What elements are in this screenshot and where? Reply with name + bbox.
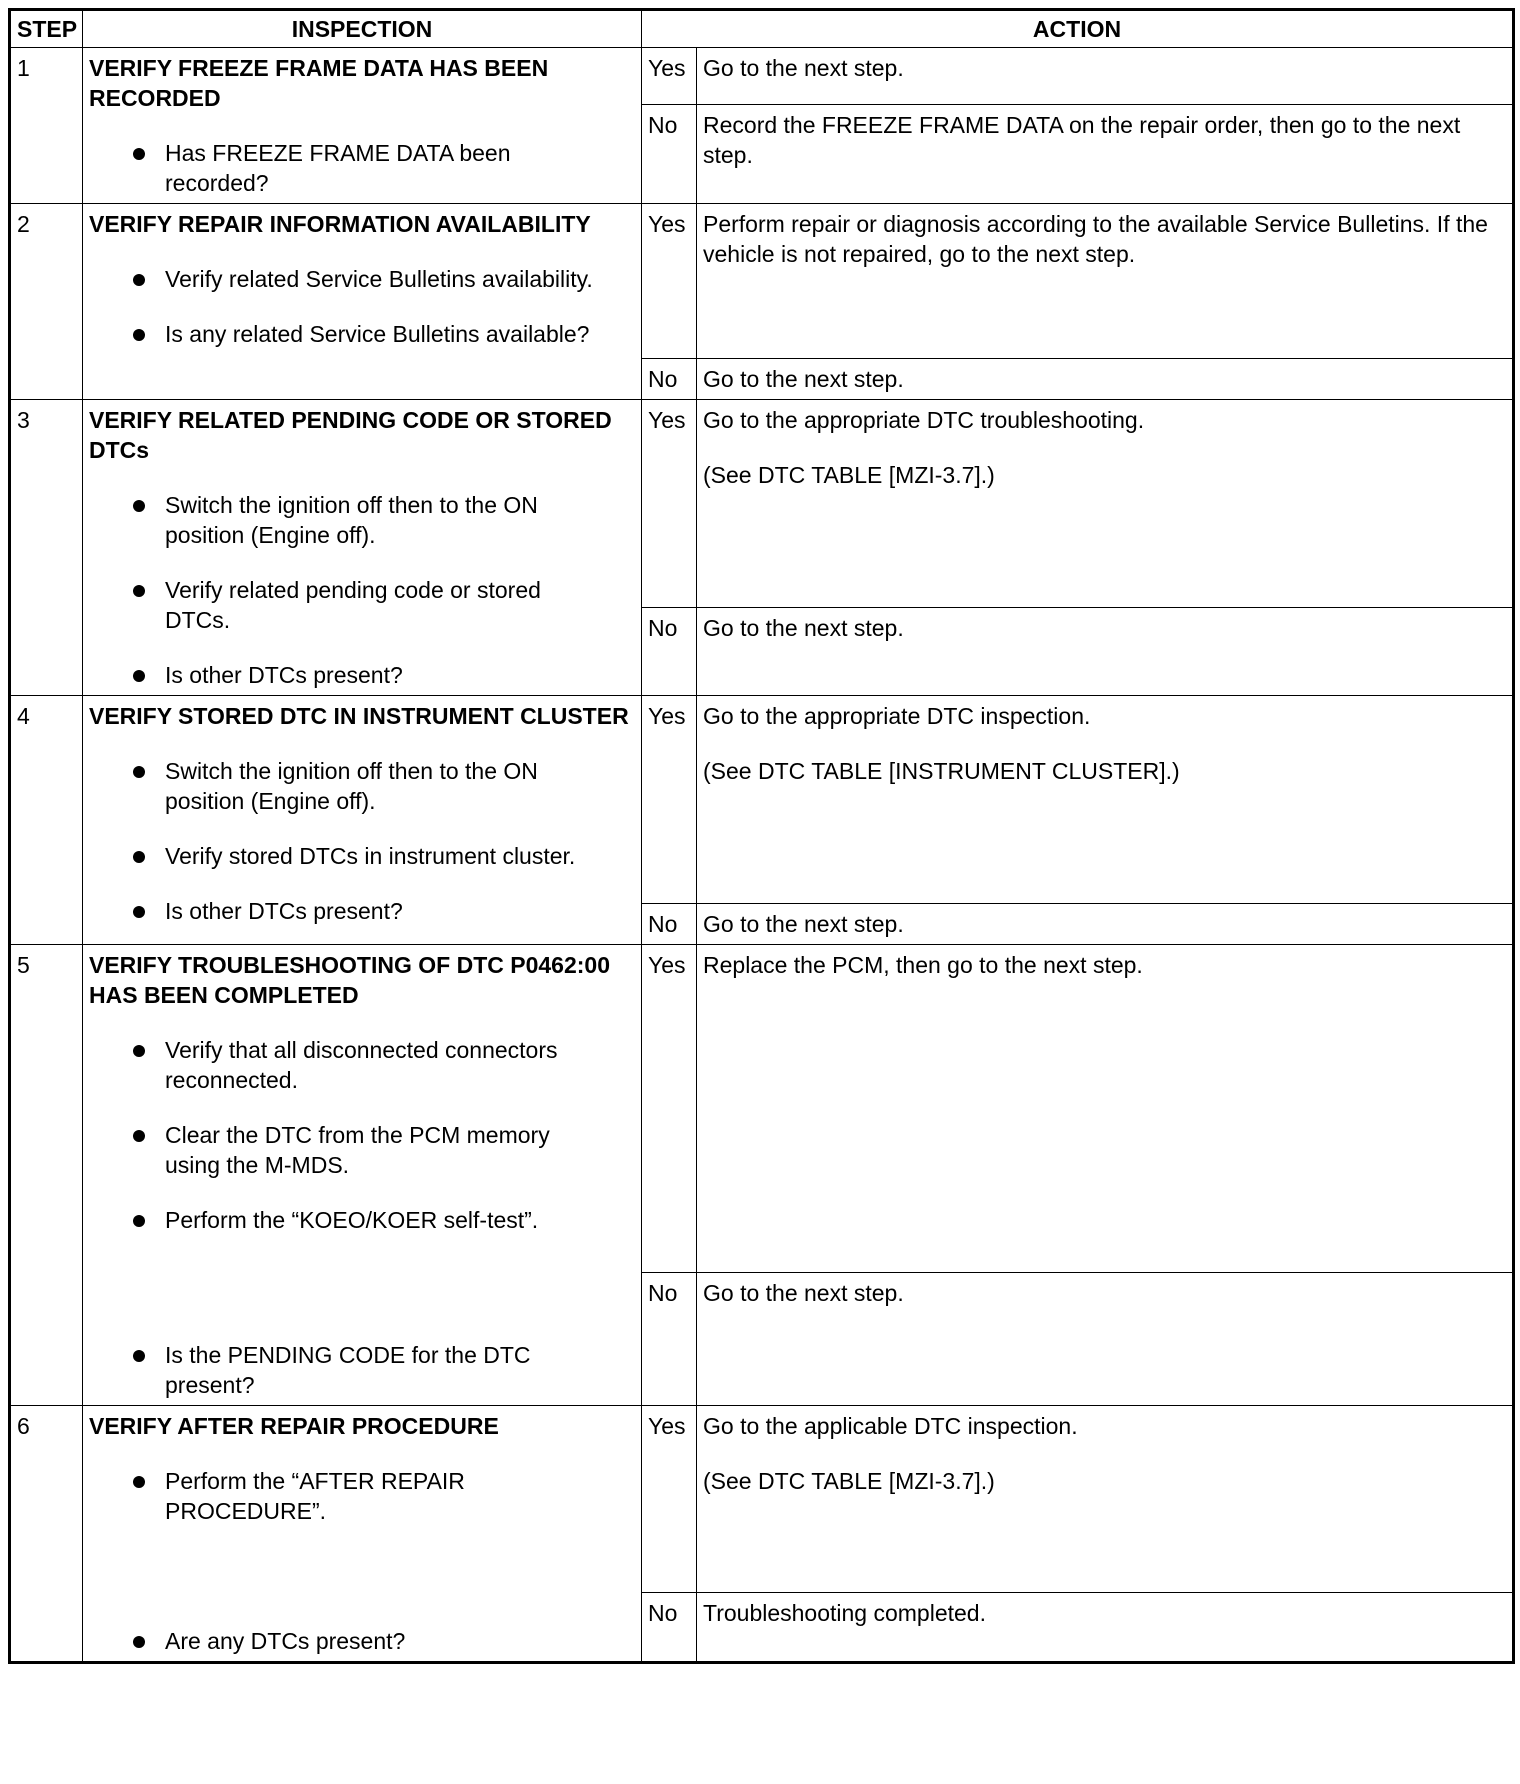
inspection-bullet: Switch the ignition off then to the ON position (Engine off). (89, 756, 635, 816)
step-number: 5 (10, 945, 83, 1406)
action-text: Go to the applicable DTC inspection. (703, 1413, 1078, 1439)
action-text: Replace the PCM, then go to the next step. (703, 952, 1143, 978)
table-row (10, 400, 1514, 608)
no-label: No (642, 105, 697, 204)
no-label: No (642, 359, 697, 400)
yes-label: Yes (642, 1406, 697, 1593)
no-label: No (642, 1273, 697, 1406)
yes-action (697, 1406, 1514, 1593)
inspection-bullet: Switch the ignition off then to the ON position (Engine off). (89, 490, 635, 550)
inspection-bullet: Is other DTCs present? (89, 896, 635, 926)
step-number: 2 (10, 204, 83, 400)
step-number: 6 (10, 1406, 83, 1663)
step-number: 1 (10, 48, 83, 204)
action-text: Perform repair or diagnosis according to the available Service Bulletins. If the vehicle is not repaired, go to the next step. (703, 211, 1488, 267)
inspection-bullet: Is other DTCs present? (89, 660, 635, 690)
inspection-bullet: Verify stored DTCs in instrument cluster. (89, 841, 635, 871)
inspection-bullet: Verify related pending code or stored DTCs. (89, 575, 635, 635)
step-1 (10, 48, 1514, 204)
table-row (10, 48, 1514, 105)
inspection-bullet: Perform the “AFTER REPAIR PROCEDURE”. (89, 1466, 635, 1526)
yes-label: Yes (642, 400, 697, 608)
step-6 (10, 1406, 1514, 1663)
table-row (10, 696, 1514, 904)
action-column-header: ACTION (642, 10, 1514, 48)
inspection-title: VERIFY RELATED PENDING CODE OR STORED DTCs (89, 407, 612, 463)
yes-label: Yes (642, 945, 697, 1273)
inspection-bullet: Perform the “KOEO/KOER self-test”. (89, 1205, 635, 1235)
yes-label: Yes (642, 696, 697, 904)
no-action (697, 1593, 1514, 1663)
inspection-title: VERIFY AFTER REPAIR PROCEDURE (89, 1413, 499, 1439)
action-text: Troubleshooting completed. (703, 1600, 986, 1626)
no-action (697, 608, 1514, 696)
step-3 (10, 400, 1514, 696)
action-text: Go to the next step. (703, 615, 904, 641)
inspection-cell (83, 1406, 642, 1663)
action-text: Record the FREEZE FRAME DATA on the repair order, then go to the next step. (703, 112, 1461, 168)
inspection-title: VERIFY STORED DTC IN INSTRUMENT CLUSTER (89, 703, 629, 729)
step-2 (10, 204, 1514, 400)
no-action (697, 904, 1514, 945)
yes-action (697, 204, 1514, 359)
inspection-title: VERIFY FREEZE FRAME DATA HAS BEEN RECORDED (89, 55, 549, 111)
inspection-bullet: Has FREEZE FRAME DATA been recorded? (89, 138, 635, 198)
step-4 (10, 696, 1514, 945)
inspection-bullet: Clear the DTC from the PCM memory using the M-MDS. (89, 1120, 635, 1180)
inspection-bullet: Verify related Service Bulletins availability. (89, 264, 635, 294)
no-label: No (642, 1593, 697, 1663)
inspection-cell (83, 48, 642, 204)
action-text: Go to the appropriate DTC inspection. (703, 703, 1091, 729)
action-reference: (See DTC TABLE [MZI-3.7].) (703, 1468, 995, 1494)
step-number: 4 (10, 696, 83, 945)
diagnostic-procedure-table (8, 8, 1515, 1664)
yes-action (697, 696, 1514, 904)
inspection-cell (83, 945, 642, 1406)
step-column-header: STEP (10, 10, 83, 48)
table-row (10, 1406, 1514, 1593)
action-text: Go to the next step. (703, 911, 904, 937)
table-row (10, 204, 1514, 359)
yes-label: Yes (642, 48, 697, 105)
inspection-cell (83, 696, 642, 945)
table-header-row (10, 10, 1514, 48)
action-text: Go to the appropriate DTC troubleshooting. (703, 407, 1145, 433)
no-action (697, 359, 1514, 400)
inspection-column-header: INSPECTION (83, 10, 642, 48)
yes-label: Yes (642, 204, 697, 359)
action-reference: (See DTC TABLE [INSTRUMENT CLUSTER].) (703, 758, 1180, 784)
no-action (697, 1273, 1514, 1406)
inspection-title: VERIFY TROUBLESHOOTING OF DTC P0462:00 HAS BEEN COMPLETED (89, 952, 611, 1008)
inspection-title: VERIFY REPAIR INFORMATION AVAILABILITY (89, 211, 591, 237)
action-text: Go to the next step. (703, 366, 904, 392)
inspection-bullet: Verify that all disconnected connectors reconnected. (89, 1035, 635, 1095)
action-text: Go to the next step. (703, 55, 904, 81)
yes-action (697, 400, 1514, 608)
yes-action (697, 48, 1514, 105)
inspection-cell (83, 204, 642, 400)
table-row (10, 945, 1514, 1273)
inspection-bullet: Are any DTCs present? (89, 1626, 635, 1656)
no-action (697, 105, 1514, 204)
inspection-bullet: Is any related Service Bulletins available? (89, 319, 635, 349)
inspection-cell (83, 400, 642, 696)
inspection-bullet: Is the PENDING CODE for the DTC present? (89, 1340, 635, 1400)
action-reference: (See DTC TABLE [MZI-3.7].) (703, 462, 995, 488)
action-text: Go to the next step. (703, 1280, 904, 1306)
step-number: 3 (10, 400, 83, 696)
no-label: No (642, 904, 697, 945)
step-5 (10, 945, 1514, 1406)
yes-action (697, 945, 1514, 1273)
no-label: No (642, 608, 697, 696)
